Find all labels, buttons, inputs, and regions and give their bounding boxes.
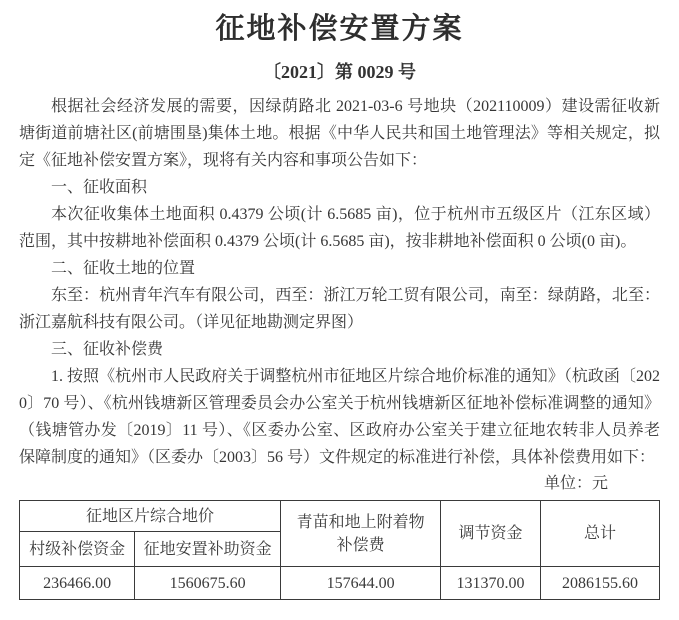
paragraph-intro: 根据社会经济发展的需要，因绿荫路北 2021-03-6 号地块（202110009）建设需征收新塘街道前塘社区(前塘围垦)集体土地。根据《中华人民共和国土地管理法》等相关规定，拟定《征地补偿安置方案》，现将有关内容和事项公告如下： (19, 98, 660, 169)
section-3-heading: 三、征收补偿费 (51, 341, 164, 358)
table-value-seedling-attachment: 157644.00 (281, 567, 441, 600)
table-header-adjustment-fund: 调节资金 (441, 501, 541, 567)
table-header-total: 总计 (540, 501, 659, 567)
section-1-body: 本次征收集体土地面积 0.4379 公顷(计 6.5685 亩)，位于杭州市五级区片（江东区域）范围，其中按耕地补偿面积 0.4379 公顷(计 6.5685 亩)，按非耕地补偿面积 0 公顷(0 亩)。 (19, 206, 660, 250)
table-header-seedling-attachment-compensation: 青苗和地上附着物补偿费 (281, 501, 441, 567)
section-3-body: 1. 按照《杭州市人民政府关于调整杭州市征地区片综合地价标准的通知》（杭政函〔2020〕70 号）、《杭州钱塘新区管理委员会办公室关于杭州钱塘新区征地补偿标准调整的通知》（钱塘管办发〔2019〕11 号）、《区委办公室、区政府办公室关于建立征地农转非人员养老保障制度的通知》（区委办〔2003〕56 号）文件规定的标准进行补偿，具体补偿费用如下： (19, 368, 660, 466)
document-title: 征地补偿安置方案 (215, 13, 464, 45)
compensation-table (19, 500, 660, 600)
section-2-body: 东至：杭州青年汽车有限公司，西至：浙江万轮工贸有限公司，南至：绿荫路，北至：浙江嘉航科技有限公司。（详见征地勘测定界图） (19, 287, 660, 331)
table-value-total: 2086155.60 (540, 567, 659, 600)
table-row (20, 567, 660, 600)
document-body (19, 93, 660, 471)
section-2-heading: 二、征收土地的位置 (51, 260, 196, 277)
table-value-resettlement-subsidy: 1560675.60 (135, 567, 281, 600)
table-header-comprehensive-land-price: 征地区片综合地价 (20, 501, 281, 532)
table-value-village-compensation: 236466.00 (20, 567, 135, 600)
document-number: 〔2021〕第 0029 号 (263, 62, 416, 82)
unit-label: 单位：元 (543, 475, 608, 492)
table-value-adjustment-fund: 131370.00 (441, 567, 541, 600)
table-header-village-compensation-fund: 村级补偿资金 (20, 532, 135, 567)
table-header-resettlement-subsidy-fund: 征地安置补助资金 (135, 532, 281, 567)
section-1-heading: 一、征收面积 (51, 179, 148, 196)
